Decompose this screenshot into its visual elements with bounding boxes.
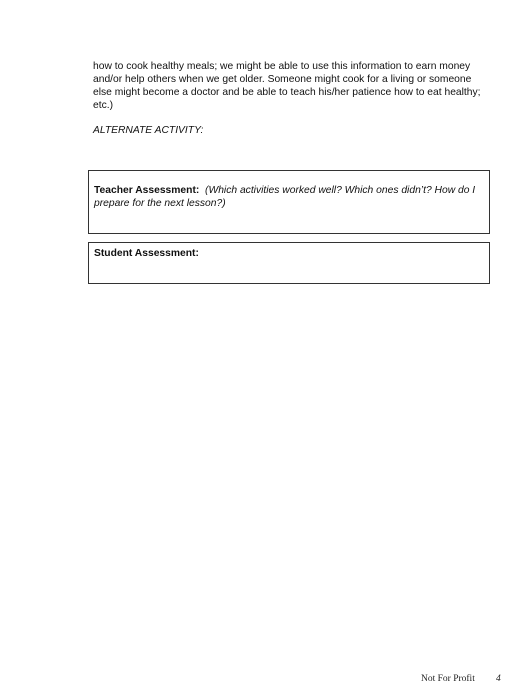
paragraph-line: etc.) xyxy=(93,100,114,111)
teacher-assessment-label: Teacher Assessment: xyxy=(94,185,200,196)
paragraph-line: how to cook healthy meals; we might be able to use this information to earn money xyxy=(93,61,471,72)
teacher-assessment-box xyxy=(88,170,490,234)
teacher-assessment-prompt-continued: prepare for the next lesson?) xyxy=(94,198,226,209)
page-number: 4 xyxy=(496,674,501,684)
alternate-activity-heading: ALTERNATE ACTIVITY: xyxy=(93,125,204,136)
student-assessment-content xyxy=(94,247,199,260)
teacher-assessment-content xyxy=(94,184,475,210)
student-assessment-box xyxy=(88,242,490,284)
paragraph-line: and/or help others when we get older. Someone might cook for a living or someone xyxy=(93,74,472,85)
paragraph-line: else might become a doctor and be able to teach his/her patience how to eat healthy; xyxy=(93,87,481,98)
teacher-assessment-line xyxy=(94,184,475,197)
lesson-body-paragraph xyxy=(93,60,493,112)
footer-not-for-profit: Not For Profit xyxy=(421,674,475,684)
teacher-assessment-prompt: (Which activities worked well? Which ones didn’t? How do I xyxy=(205,185,476,196)
student-assessment-label: Student Assessment: xyxy=(94,248,199,259)
